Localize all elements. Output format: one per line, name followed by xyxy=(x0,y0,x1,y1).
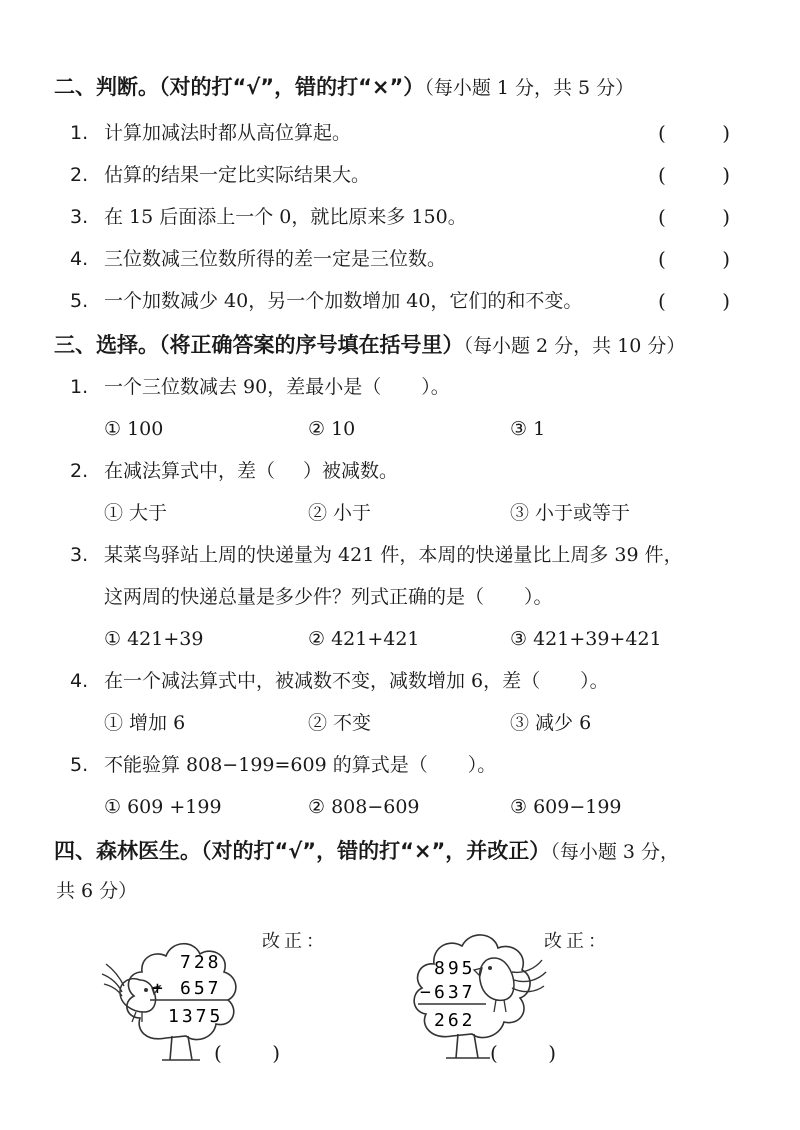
choice-item-5: 5. 不能验算 808−199=609 的算式是（ ）。 xyxy=(70,754,497,776)
option-3[interactable]: ③ 421+39+421 xyxy=(510,628,662,650)
judge-item-3: 3. 在 15 后面添上一个 0，就比原来多 150。 xyxy=(70,206,467,228)
sum-result: 1375 xyxy=(168,1006,224,1027)
option-1[interactable]: ① 421+39 xyxy=(104,628,204,650)
judge-answer-2[interactable]: ( ) xyxy=(658,163,730,187)
judge-answer-5[interactable]: ( ) xyxy=(658,289,730,313)
option-3[interactable]: ③ 小于或等于 xyxy=(510,502,631,524)
tree-trunk-icon xyxy=(170,1036,192,1060)
operator: − xyxy=(420,982,431,1003)
option-2[interactable]: ② 不变 xyxy=(308,712,372,734)
choice-item-3: 3. 某菜鸟驿站上周的快递量为 421 件，本周的快递量比上周多 39 件， xyxy=(70,544,683,566)
section4-title: 四、森林医生。（对的打“√”，错的打“×”，并改正）（每小题 3 分， xyxy=(54,839,679,863)
judge-answer-1[interactable]: ( ) xyxy=(658,121,730,145)
option-3[interactable]: ③ 减少 6 xyxy=(510,712,592,734)
operator: + xyxy=(152,978,163,999)
judge-item-2: 2. 估算的结果一定比实际结果大。 xyxy=(70,164,371,186)
option-2[interactable]: ② 10 xyxy=(308,418,356,440)
judge-answer-3[interactable]: ( ) xyxy=(658,205,730,229)
doctor-answer-1[interactable]: ( ) xyxy=(214,1041,280,1065)
choice-item-3-line2: 这两周的快递总量是多少件？列式正确的是（ ）。 xyxy=(104,586,553,608)
section3-score: （每小题 2 分，共 10 分） xyxy=(463,335,686,357)
section2-title: 二、判断。（对的打“√”，错的打“×”）（每小题 1 分，共 5 分） xyxy=(54,75,635,99)
fix-label-2: 改正： xyxy=(544,931,610,952)
subtrahend: 637 xyxy=(434,982,476,1003)
option-1[interactable]: ① 609 +199 xyxy=(104,796,222,818)
choice-item-1: 1. 一个三位数减去 90，差最小是（ ）。 xyxy=(70,376,450,398)
judge-item-4: 4. 三位数减三位数所得的差一定是三位数。 xyxy=(70,248,447,270)
option-2[interactable]: ② 小于 xyxy=(308,502,372,524)
addend-bottom: 657 xyxy=(180,978,222,999)
section2-score: （每小题 1 分，共 5 分） xyxy=(424,77,635,99)
tree-trunk-icon xyxy=(456,1034,478,1058)
option-1[interactable]: ① 增加 6 xyxy=(104,712,186,734)
judge-answer-4[interactable]: ( ) xyxy=(658,247,730,271)
section4-score-line2: 共 6 分） xyxy=(56,880,138,902)
choice-item-4: 4. 在一个减法算式中，被减数不变，减数增加 6，差（ ）。 xyxy=(70,670,609,692)
option-2[interactable]: ② 808−609 xyxy=(308,796,420,818)
judge-item-1: 1. 计算加减法时都从高位算起。 xyxy=(70,122,352,144)
doctor-answer-2[interactable]: ( ) xyxy=(490,1041,556,1065)
option-3[interactable]: ③ 1 xyxy=(510,418,546,440)
option-3[interactable]: ③ 609−199 xyxy=(510,796,622,818)
minuend: 895 xyxy=(434,958,476,979)
option-1[interactable]: ① 100 xyxy=(104,418,164,440)
addend-top: 728 xyxy=(180,952,222,973)
fix-label-1: 改正： xyxy=(262,931,328,952)
option-2[interactable]: ② 421+421 xyxy=(308,628,420,650)
section4-score: （每小题 3 分， xyxy=(550,841,679,863)
option-1[interactable]: ① 大于 xyxy=(104,502,168,524)
difference-result: 262 xyxy=(434,1010,476,1031)
choice-item-2: 2. 在减法算式中，差（ ）被减数。 xyxy=(70,460,399,482)
section3-title: 三、选择。（将正确答案的序号填在括号里）（每小题 2 分，共 10 分） xyxy=(54,333,686,357)
judge-item-5: 5. 一个加数减少 40，另一个加数增加 40，它们的和不变。 xyxy=(70,290,583,312)
